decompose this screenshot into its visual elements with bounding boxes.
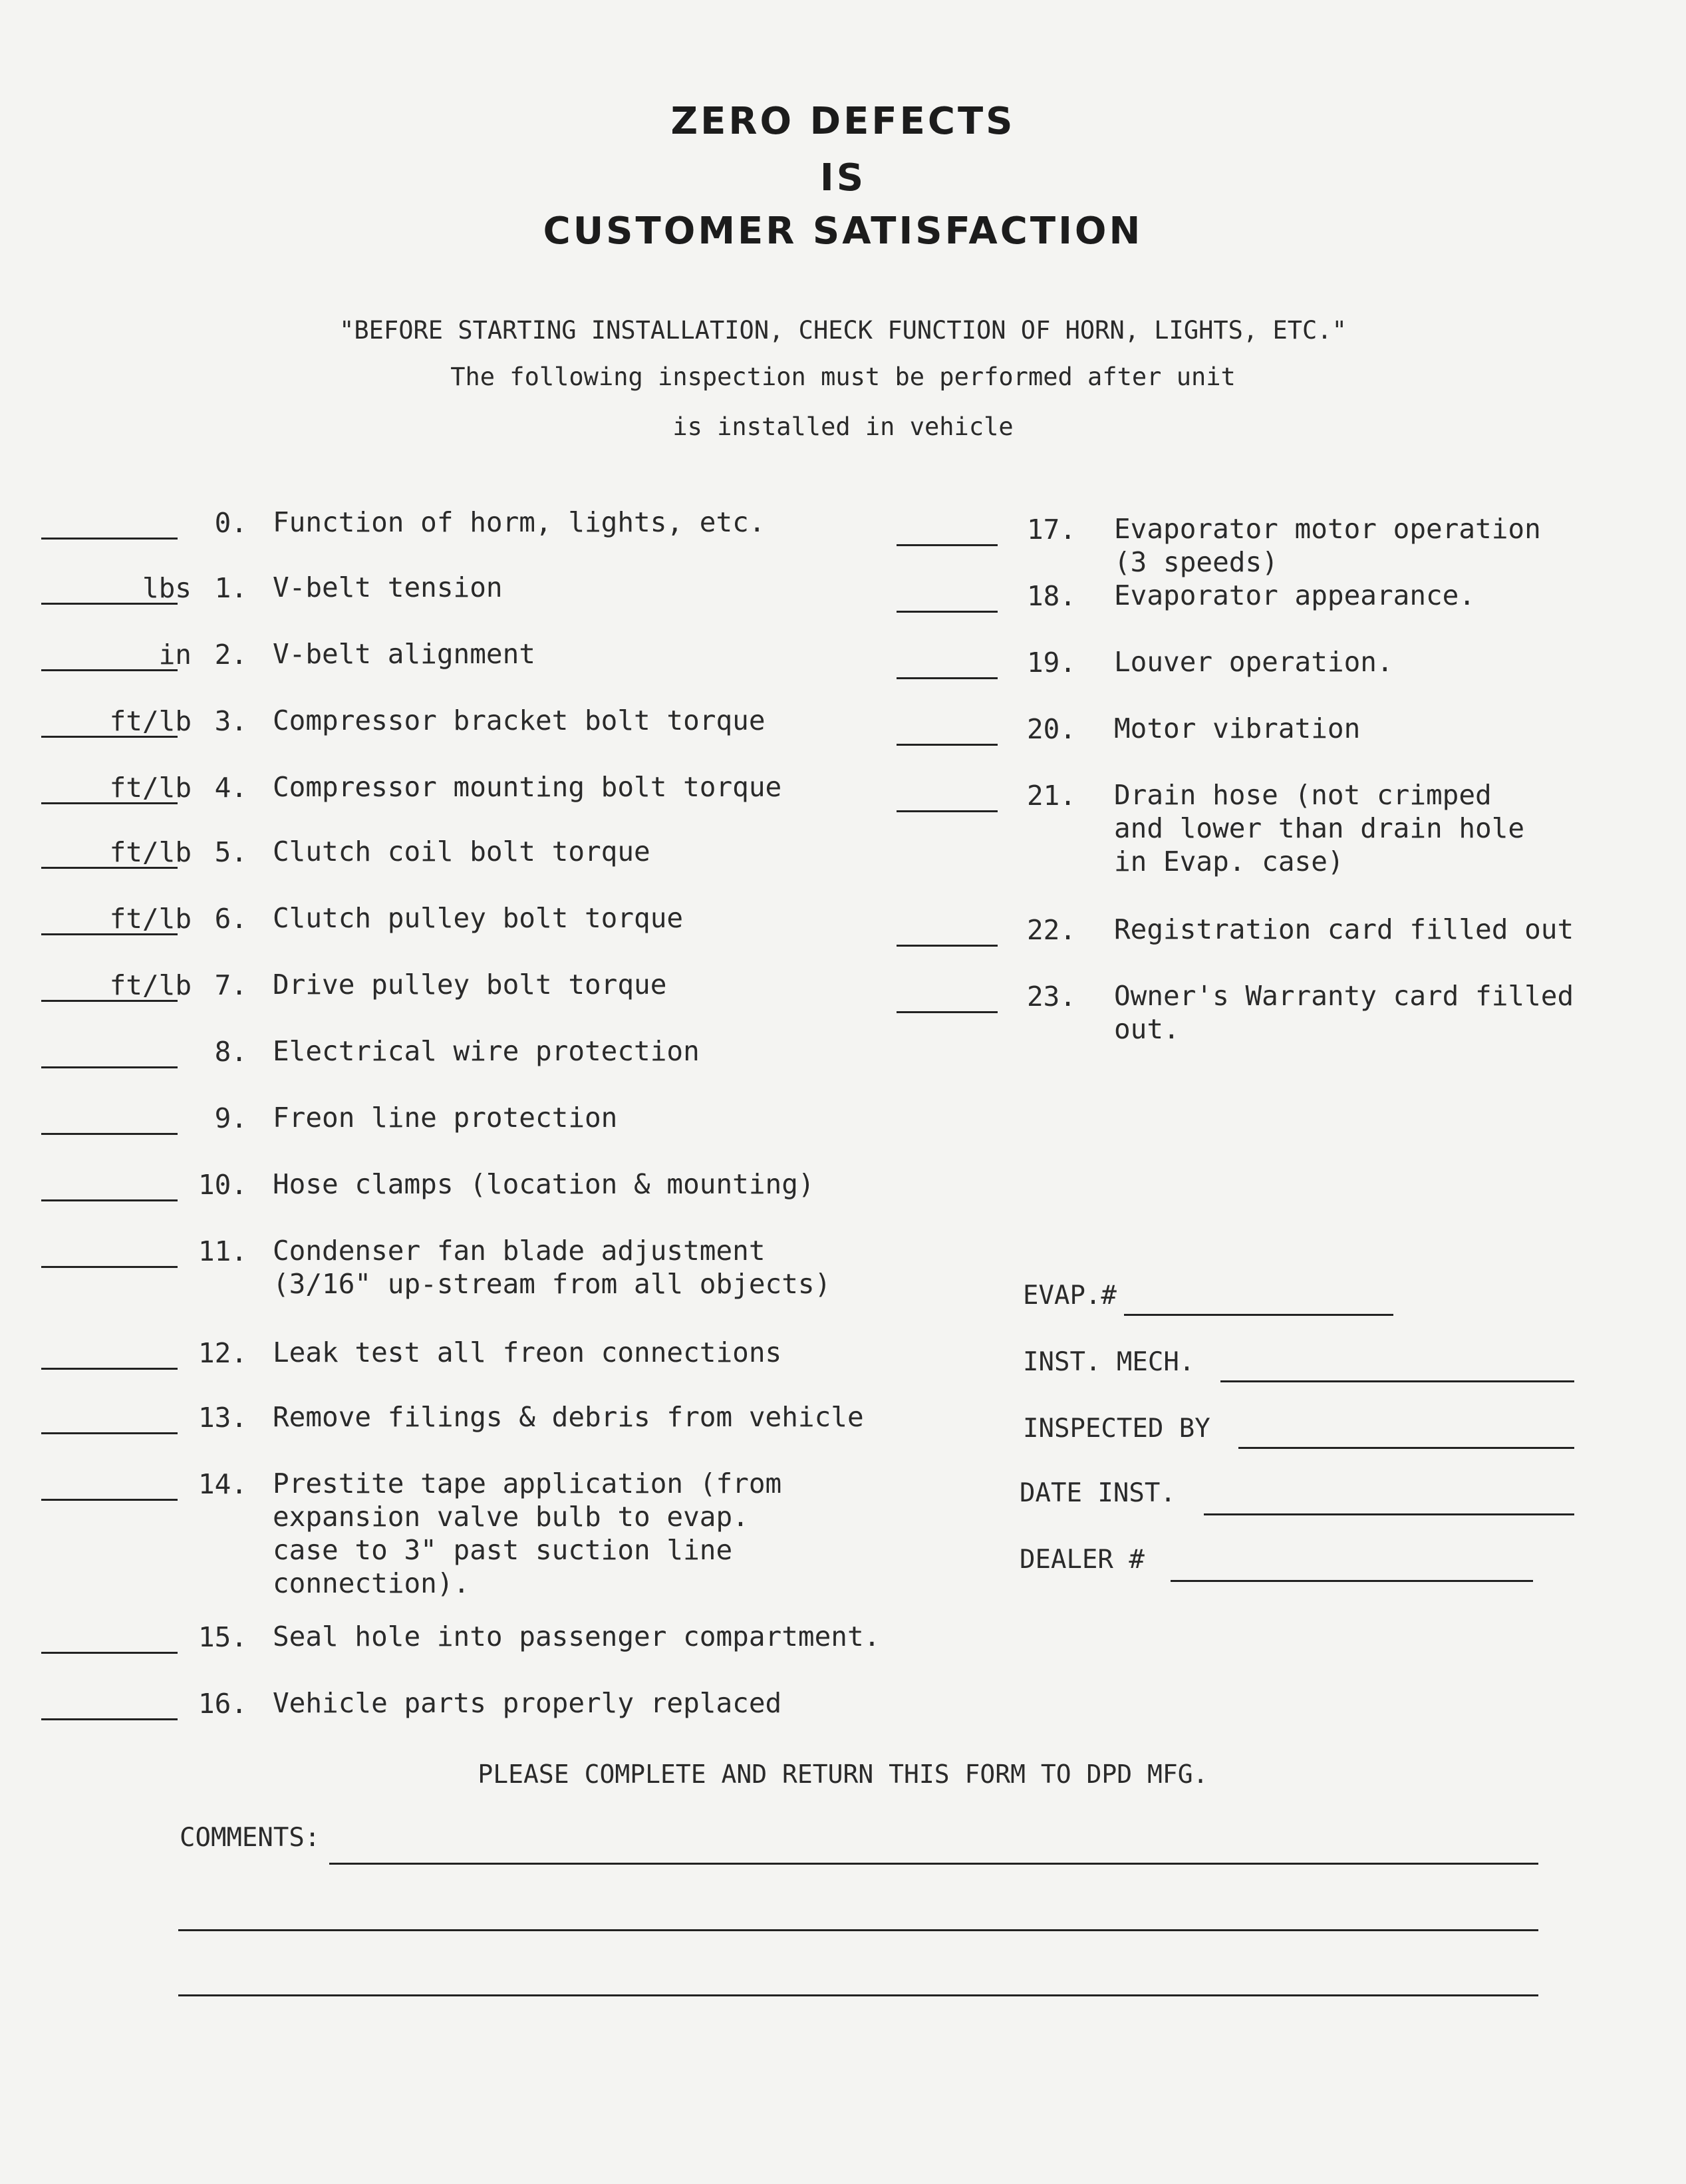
item-number: 0. xyxy=(214,507,247,539)
check-blank[interactable] xyxy=(41,1066,178,1068)
check-blank[interactable] xyxy=(41,1652,178,1654)
unit-label: ft/lb xyxy=(109,969,192,1001)
item-text: Compressor mounting bolt torque xyxy=(273,771,782,803)
item-text: Remove filings & debris from vehicle xyxy=(273,1401,864,1433)
dealer-number-label: DEALER # xyxy=(1020,1545,1145,1575)
item-text: Drive pulley bolt torque xyxy=(273,969,667,1001)
item-number: 17. xyxy=(1026,514,1076,546)
check-blank[interactable] xyxy=(41,1499,178,1501)
comments-line-3[interactable] xyxy=(178,1994,1538,1996)
check-blank[interactable] xyxy=(41,1133,178,1135)
check-blank[interactable] xyxy=(41,1718,178,1720)
intro-line3: is installed in vehicle xyxy=(672,412,1014,441)
item-text: Owner's Warranty card filled out. xyxy=(1114,980,1574,1045)
item-number: 4. xyxy=(214,772,247,804)
item-text: Condenser fan blade adjustment (3/16" up-stream from all objects) xyxy=(273,1235,831,1300)
item-text: Seal hole into passenger compartment. xyxy=(273,1621,881,1652)
item-text: V-belt tension xyxy=(273,571,503,603)
item-number: 14. xyxy=(198,1468,247,1500)
comments-line-2[interactable] xyxy=(178,1929,1538,1931)
check-blank[interactable] xyxy=(41,1199,178,1201)
evap-number-line[interactable] xyxy=(1124,1314,1393,1316)
item-number: 7. xyxy=(214,969,247,1001)
item-text: Electrical wire protection xyxy=(273,1035,700,1067)
item-text: Louver operation. xyxy=(1114,646,1393,678)
item-number: 10. xyxy=(198,1169,247,1201)
intro-line2: The following inspection must be performed after unit xyxy=(450,363,1236,391)
item-number: 12. xyxy=(198,1337,247,1369)
inst-mech-label: INST. MECH. xyxy=(1023,1347,1195,1377)
item-text: Hose clamps (location & mounting) xyxy=(273,1168,815,1200)
check-blank[interactable] xyxy=(41,1368,178,1370)
comments-line-1[interactable] xyxy=(329,1863,1538,1865)
unit-label: ft/lb xyxy=(109,772,192,804)
evap-number-label: EVAP.# xyxy=(1023,1281,1117,1311)
check-blank[interactable] xyxy=(897,677,998,679)
check-blank[interactable] xyxy=(897,744,998,746)
item-number: 16. xyxy=(198,1688,247,1720)
unit-label: lbs xyxy=(142,572,192,604)
item-text: Drain hose (not crimped and lower than drain hole in Evap. case) xyxy=(1114,779,1525,877)
form-title-line1: ZERO DEFECTS xyxy=(670,100,1016,143)
check-blank[interactable] xyxy=(897,611,998,613)
item-number: 15. xyxy=(198,1621,247,1653)
item-text: Freon line protection xyxy=(273,1102,618,1134)
item-number: 8. xyxy=(214,1036,247,1068)
intro-line1: "BEFORE STARTING INSTALLATION, CHECK FUNCTION OF HORN, LIGHTS, ETC." xyxy=(339,316,1347,345)
return-notice: PLEASE COMPLETE AND RETURN THIS FORM TO DPD MFG. xyxy=(478,1760,1208,1789)
check-blank[interactable] xyxy=(41,1266,178,1268)
item-text: V-belt alignment xyxy=(273,638,535,670)
unit-label: in xyxy=(158,639,192,671)
item-text: Clutch coil bolt torque xyxy=(273,836,650,867)
item-number: 6. xyxy=(214,903,247,935)
form-title-line3: CUSTOMER SATISFACTION xyxy=(543,210,1143,253)
inspected-by-line[interactable] xyxy=(1238,1447,1574,1449)
dealer-number-line[interactable] xyxy=(1171,1580,1533,1582)
inspected-by-label: INSPECTED BY xyxy=(1023,1414,1210,1444)
item-text: Evaporator appearance. xyxy=(1114,579,1476,611)
item-number: 1. xyxy=(214,572,247,604)
unit-label: ft/lb xyxy=(109,705,192,737)
check-blank[interactable] xyxy=(897,810,998,812)
item-number: 18. xyxy=(1026,580,1076,612)
item-number: 5. xyxy=(214,836,247,868)
item-number: 2. xyxy=(214,639,247,671)
item-text: Evaporator motor operation (3 speeds) xyxy=(1114,513,1541,578)
item-number: 23. xyxy=(1026,981,1076,1013)
item-text: Vehicle parts properly replaced xyxy=(273,1687,782,1719)
item-text: Prestite tape application (from expansion valve bulb to evap. case to 3" past suction line connection). xyxy=(273,1468,782,1599)
item-number: 22. xyxy=(1026,914,1076,946)
item-number: 9. xyxy=(214,1102,247,1134)
inst-mech-line[interactable] xyxy=(1220,1380,1574,1382)
item-text: Compressor bracket bolt torque xyxy=(273,704,766,736)
comments-label: COMMENTS: xyxy=(180,1823,321,1853)
item-number: 20. xyxy=(1026,713,1076,745)
unit-label: ft/lb xyxy=(109,836,192,868)
item-number: 11. xyxy=(198,1235,247,1267)
check-blank[interactable] xyxy=(41,1432,178,1434)
check-blank[interactable] xyxy=(41,538,178,540)
date-inst-line[interactable] xyxy=(1204,1513,1574,1515)
item-text: Function of horm, lights, etc. xyxy=(273,506,766,538)
check-blank[interactable] xyxy=(897,945,998,947)
check-blank[interactable] xyxy=(897,544,998,546)
form-title-line2: IS xyxy=(819,156,867,200)
unit-label: ft/lb xyxy=(109,903,192,935)
item-text: Clutch pulley bolt torque xyxy=(273,902,684,934)
item-text: Leak test all freon connections xyxy=(273,1336,782,1368)
check-blank[interactable] xyxy=(897,1011,998,1013)
date-inst-label: DATE INST. xyxy=(1020,1478,1176,1508)
item-number: 19. xyxy=(1026,647,1076,679)
item-text: Motor vibration xyxy=(1114,712,1361,744)
item-number: 3. xyxy=(214,705,247,737)
item-number: 21. xyxy=(1026,780,1076,812)
item-text: Registration card filled out xyxy=(1114,913,1574,945)
item-number: 13. xyxy=(198,1402,247,1434)
